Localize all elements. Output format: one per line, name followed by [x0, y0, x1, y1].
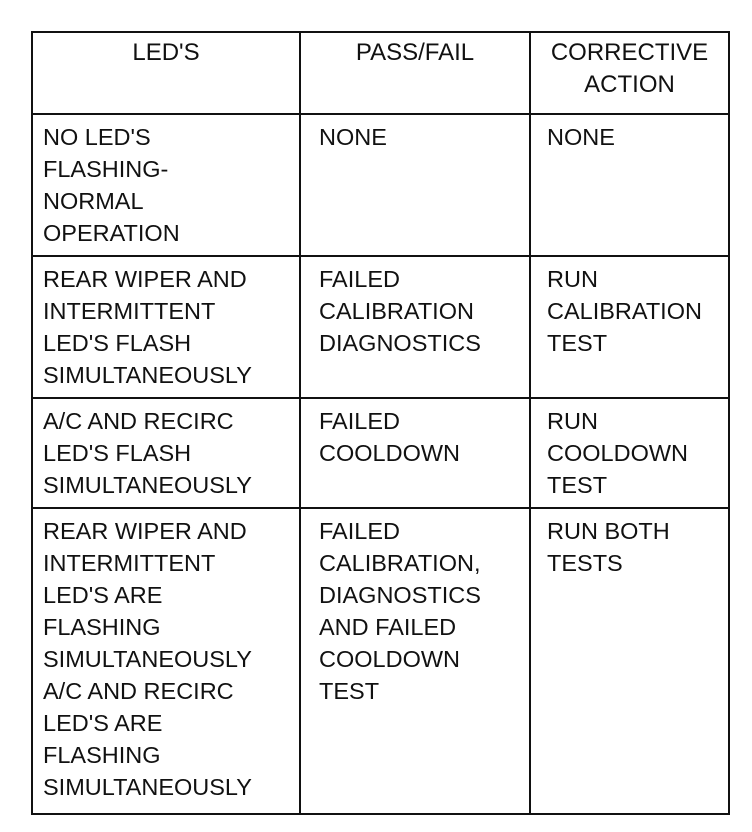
table-row	[32, 256, 729, 398]
cell-corrective-action: RUN CALIBRATION TEST	[530, 256, 729, 398]
cell-pass-fail: FAILED CALIBRATION DIAGNOSTICS	[300, 256, 530, 398]
header-row	[32, 32, 729, 114]
cell-corrective-action: NONE	[530, 114, 729, 256]
diagnostic-table	[31, 31, 730, 815]
table-header	[32, 32, 729, 114]
cell-corrective-action: RUN COOLDOWN TEST	[530, 398, 729, 508]
cell-pass-fail: FAILED CALIBRATION, DIAGNOSTICS AND FAILED COOLDOWN TEST	[300, 508, 530, 814]
cell-corrective-action: RUN BOTH TESTS	[530, 508, 729, 814]
cell-pass-fail: NONE	[300, 114, 530, 256]
cell-leds: A/C AND RECIRC LED'S FLASH SIMULTANEOUSLY	[32, 398, 300, 508]
table-row	[32, 398, 729, 508]
header-corrective-action: CORRECTIVE ACTION	[530, 32, 729, 114]
cell-leds: NO LED'S FLASHING- NORMAL OPERATION	[32, 114, 300, 256]
header-leds: LED'S	[32, 32, 300, 114]
header-pass-fail: PASS/FAIL	[300, 32, 530, 114]
table-row	[32, 508, 729, 814]
cell-leds: REAR WIPER AND INTERMITTENT LED'S FLASH SIMULTANEOUSLY	[32, 256, 300, 398]
table-body	[32, 114, 729, 814]
table-row	[32, 114, 729, 256]
cell-pass-fail: FAILED COOLDOWN	[300, 398, 530, 508]
cell-leds: REAR WIPER AND INTERMITTENT LED'S ARE FLASHING SIMULTANEOUSLY A/C AND RECIRC LED'S ARE FLASHING SIMULTANEOUSLY	[32, 508, 300, 814]
